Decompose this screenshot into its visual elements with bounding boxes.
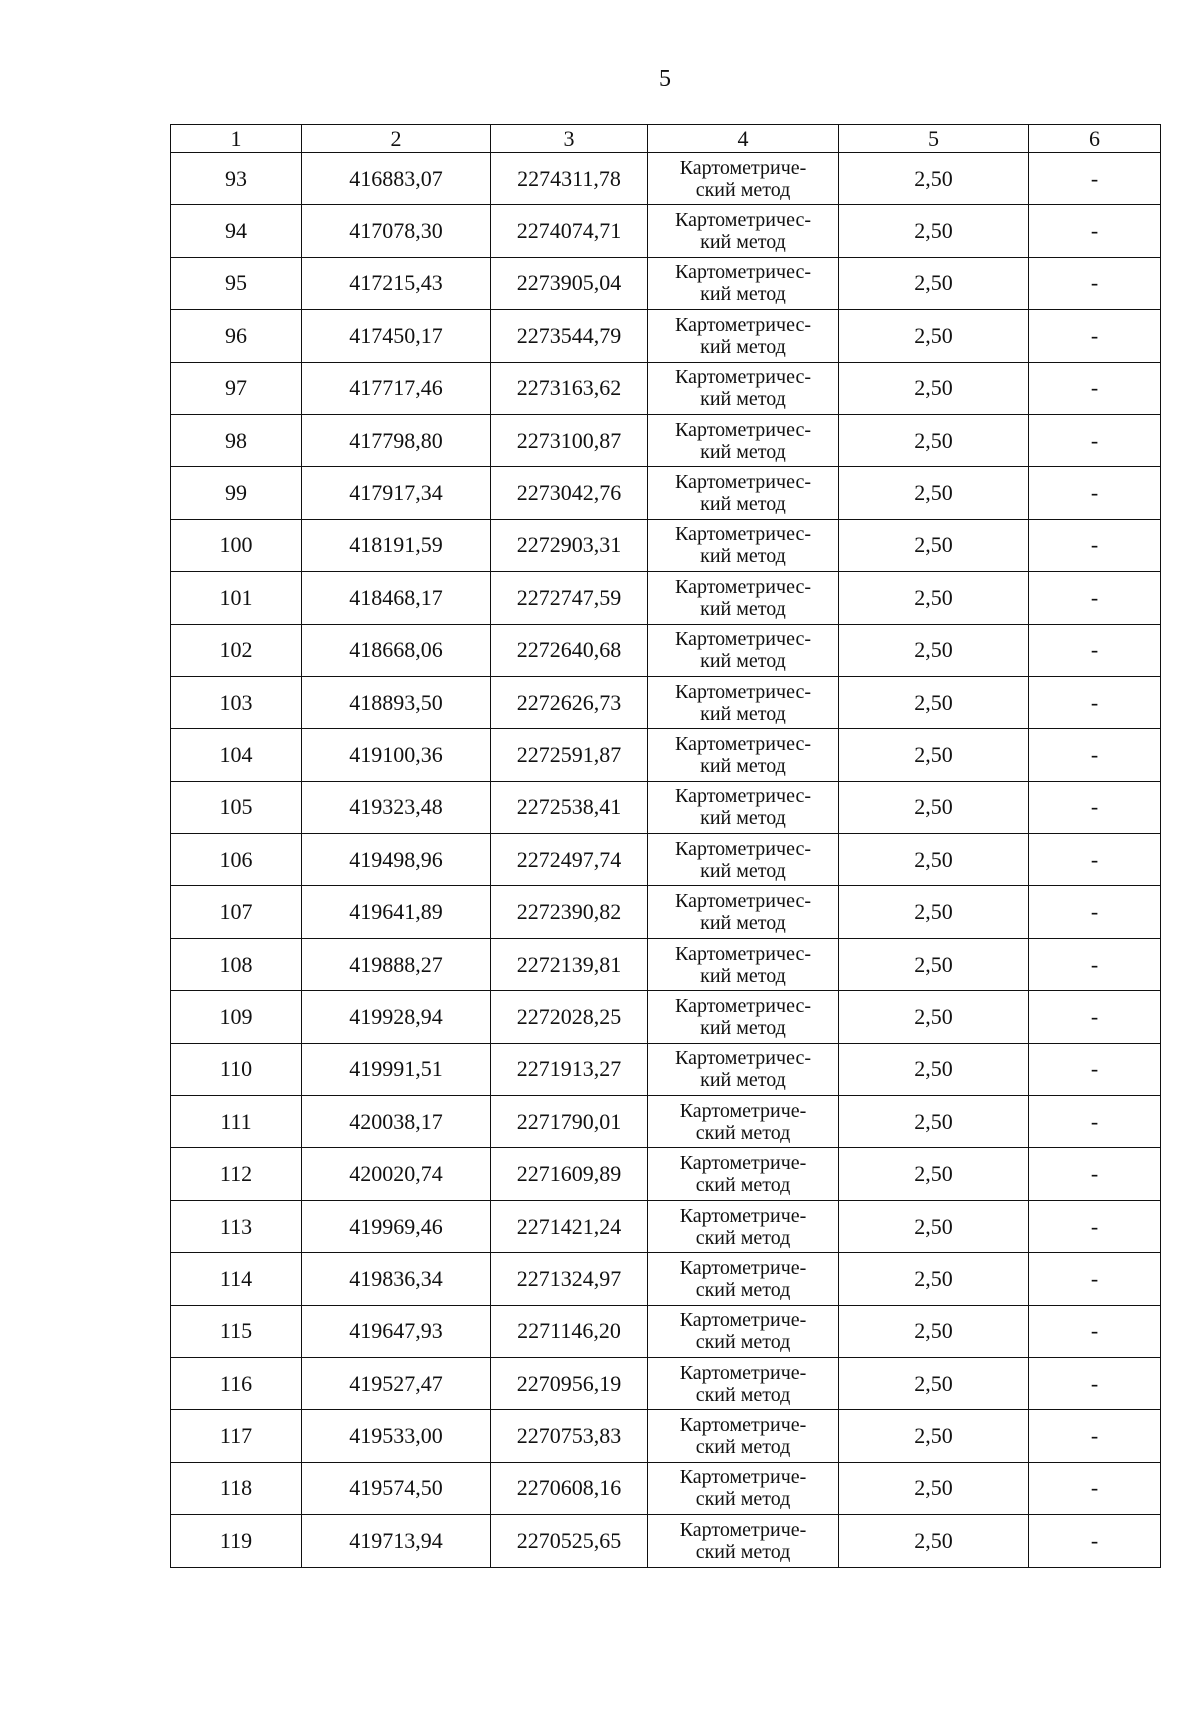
method-line: Картометричес- (675, 680, 811, 703)
column-header: 3 (491, 125, 648, 153)
point-number-cell: 119 (171, 1515, 302, 1567)
x-coordinate-cell: 418191,59 (302, 519, 491, 571)
point-number-cell: 99 (171, 467, 302, 519)
method-line: ский метод (695, 1383, 791, 1406)
method-line: кий метод (700, 597, 786, 620)
y-coordinate-cell: 2274074,71 (491, 205, 648, 257)
note-cell: - (1029, 467, 1161, 519)
method-line: Картометриче- (679, 1414, 807, 1437)
y-coordinate-cell: 2272640,68 (491, 624, 648, 676)
x-coordinate-cell: 419991,51 (302, 1043, 491, 1095)
method-line: Картометричес- (675, 313, 811, 336)
y-coordinate-cell: 2271146,20 (491, 1305, 648, 1357)
method-cell (648, 886, 839, 938)
method-line: ский метод (695, 1174, 791, 1197)
y-coordinate-cell: 2272903,31 (491, 519, 648, 571)
point-number-cell: 104 (171, 729, 302, 781)
note-cell: - (1029, 834, 1161, 886)
method-line: Картометричес- (675, 732, 811, 755)
method-line: Картометричес- (675, 994, 811, 1017)
y-coordinate-cell: 2272390,82 (491, 886, 648, 938)
accuracy-cell: 2,50 (839, 572, 1029, 624)
method-line: ский метод (695, 1436, 791, 1459)
note-cell: - (1029, 781, 1161, 833)
table-row (171, 1515, 1161, 1567)
table-row (171, 467, 1161, 519)
method-line: Картометричес- (675, 471, 811, 494)
note-cell: - (1029, 362, 1161, 414)
table-row (171, 624, 1161, 676)
point-number-cell: 113 (171, 1200, 302, 1252)
note-cell: - (1029, 624, 1161, 676)
column-header: 1 (171, 125, 302, 153)
y-coordinate-cell: 2270956,19 (491, 1357, 648, 1409)
note-cell: - (1029, 1096, 1161, 1148)
table-row (171, 1200, 1161, 1252)
x-coordinate-cell: 419969,46 (302, 1200, 491, 1252)
accuracy-cell: 2,50 (839, 1357, 1029, 1409)
method-line: Картометричес- (675, 837, 811, 860)
column-header: 5 (839, 125, 1029, 153)
point-number-cell: 102 (171, 624, 302, 676)
method-cell (648, 1096, 839, 1148)
note-cell: - (1029, 1253, 1161, 1305)
x-coordinate-cell: 417917,34 (302, 467, 491, 519)
note-cell: - (1029, 1357, 1161, 1409)
note-cell: - (1029, 1410, 1161, 1462)
table-body (171, 153, 1161, 1568)
table-row (171, 205, 1161, 257)
accuracy-cell: 2,50 (839, 205, 1029, 257)
point-number-cell: 117 (171, 1410, 302, 1462)
accuracy-cell: 2,50 (839, 1410, 1029, 1462)
y-coordinate-cell: 2271421,24 (491, 1200, 648, 1252)
method-line: кий метод (700, 335, 786, 358)
method-line: Картометричес- (675, 366, 811, 389)
point-number-cell: 97 (171, 362, 302, 414)
method-line: ский метод (695, 1278, 791, 1301)
accuracy-cell: 2,50 (839, 1253, 1029, 1305)
method-cell (648, 362, 839, 414)
method-cell (648, 834, 839, 886)
y-coordinate-cell: 2270525,65 (491, 1515, 648, 1567)
x-coordinate-cell: 419574,50 (302, 1462, 491, 1514)
method-cell (648, 153, 839, 205)
method-cell (648, 1200, 839, 1252)
note-cell: - (1029, 205, 1161, 257)
method-cell (648, 729, 839, 781)
x-coordinate-cell: 417717,46 (302, 362, 491, 414)
method-line: Картометричес- (675, 1047, 811, 1070)
x-coordinate-cell: 416883,07 (302, 153, 491, 205)
method-cell (648, 991, 839, 1043)
point-number-cell: 110 (171, 1043, 302, 1095)
y-coordinate-cell: 2273042,76 (491, 467, 648, 519)
y-coordinate-cell: 2272538,41 (491, 781, 648, 833)
accuracy-cell: 2,50 (839, 1305, 1029, 1357)
column-header: 6 (1029, 125, 1161, 153)
method-line: кий метод (700, 231, 786, 254)
method-line: Картометричес- (675, 523, 811, 546)
note-cell: - (1029, 1305, 1161, 1357)
method-line: Картометриче- (679, 1309, 807, 1332)
table-row (171, 1462, 1161, 1514)
accuracy-cell: 2,50 (839, 676, 1029, 728)
method-cell (648, 676, 839, 728)
accuracy-cell: 2,50 (839, 624, 1029, 676)
method-line: Картометриче- (679, 1204, 807, 1227)
point-number-cell: 111 (171, 1096, 302, 1148)
accuracy-cell: 2,50 (839, 1515, 1029, 1567)
method-line: кий метод (700, 807, 786, 830)
method-line: Картометричес- (675, 261, 811, 284)
method-cell (648, 1462, 839, 1514)
table-row (171, 938, 1161, 990)
note-cell: - (1029, 729, 1161, 781)
column-header: 2 (302, 125, 491, 153)
y-coordinate-cell: 2271913,27 (491, 1043, 648, 1095)
point-number-cell: 106 (171, 834, 302, 886)
note-cell: - (1029, 938, 1161, 990)
x-coordinate-cell: 420038,17 (302, 1096, 491, 1148)
method-line: кий метод (700, 283, 786, 306)
method-cell (648, 572, 839, 624)
note-cell: - (1029, 1515, 1161, 1567)
table-row (171, 414, 1161, 466)
note-cell: - (1029, 991, 1161, 1043)
x-coordinate-cell: 420020,74 (302, 1148, 491, 1200)
accuracy-cell: 2,50 (839, 1043, 1029, 1095)
method-cell (648, 310, 839, 362)
accuracy-cell: 2,50 (839, 834, 1029, 886)
accuracy-cell: 2,50 (839, 1096, 1029, 1148)
note-cell: - (1029, 1148, 1161, 1200)
accuracy-cell: 2,50 (839, 1462, 1029, 1514)
method-cell (648, 624, 839, 676)
method-cell (648, 1043, 839, 1095)
method-cell (648, 1148, 839, 1200)
point-number-cell: 116 (171, 1357, 302, 1409)
y-coordinate-cell: 2272497,74 (491, 834, 648, 886)
method-cell (648, 1357, 839, 1409)
method-line: кий метод (700, 440, 786, 463)
table-row (171, 362, 1161, 414)
note-cell: - (1029, 1200, 1161, 1252)
table-row (171, 729, 1161, 781)
accuracy-cell: 2,50 (839, 310, 1029, 362)
method-cell (648, 257, 839, 309)
method-line: Картометриче- (679, 1152, 807, 1175)
point-number-cell: 105 (171, 781, 302, 833)
y-coordinate-cell: 2273163,62 (491, 362, 648, 414)
table-row (171, 676, 1161, 728)
accuracy-cell: 2,50 (839, 1148, 1029, 1200)
x-coordinate-cell: 419100,36 (302, 729, 491, 781)
point-number-cell: 100 (171, 519, 302, 571)
accuracy-cell: 2,50 (839, 362, 1029, 414)
table-row (171, 519, 1161, 571)
accuracy-cell: 2,50 (839, 414, 1029, 466)
y-coordinate-cell: 2271324,97 (491, 1253, 648, 1305)
point-number-cell: 93 (171, 153, 302, 205)
note-cell: - (1029, 1462, 1161, 1514)
column-header: 4 (648, 125, 839, 153)
table-row (171, 1148, 1161, 1200)
x-coordinate-cell: 419498,96 (302, 834, 491, 886)
table-row (171, 1357, 1161, 1409)
method-line: ский метод (695, 1540, 791, 1563)
y-coordinate-cell: 2271790,01 (491, 1096, 648, 1148)
accuracy-cell: 2,50 (839, 781, 1029, 833)
accuracy-cell: 2,50 (839, 153, 1029, 205)
point-number-cell: 115 (171, 1305, 302, 1357)
x-coordinate-cell: 418668,06 (302, 624, 491, 676)
y-coordinate-cell: 2273100,87 (491, 414, 648, 466)
point-number-cell: 118 (171, 1462, 302, 1514)
y-coordinate-cell: 2272028,25 (491, 991, 648, 1043)
method-line: кий метод (700, 1069, 786, 1092)
x-coordinate-cell: 419836,34 (302, 1253, 491, 1305)
method-line: Картометричес- (675, 942, 811, 965)
method-line: Картометриче- (679, 1466, 807, 1489)
accuracy-cell: 2,50 (839, 467, 1029, 519)
method-line: Картометричес- (675, 628, 811, 651)
table-header-row (171, 125, 1161, 153)
method-line: Картометричес- (675, 575, 811, 598)
method-line: Картометричес- (675, 418, 811, 441)
accuracy-cell: 2,50 (839, 886, 1029, 938)
x-coordinate-cell: 419641,89 (302, 886, 491, 938)
x-coordinate-cell: 419888,27 (302, 938, 491, 990)
table-row (171, 1410, 1161, 1462)
x-coordinate-cell: 419928,94 (302, 991, 491, 1043)
point-number-cell: 94 (171, 205, 302, 257)
x-coordinate-cell: 417450,17 (302, 310, 491, 362)
method-line: кий метод (700, 493, 786, 516)
method-line: ский метод (695, 1121, 791, 1144)
x-coordinate-cell: 418468,17 (302, 572, 491, 624)
note-cell: - (1029, 257, 1161, 309)
x-coordinate-cell: 417798,80 (302, 414, 491, 466)
note-cell: - (1029, 572, 1161, 624)
method-line: ский метод (695, 1331, 791, 1354)
point-number-cell: 96 (171, 310, 302, 362)
method-line: кий метод (700, 1016, 786, 1039)
accuracy-cell: 2,50 (839, 1200, 1029, 1252)
y-coordinate-cell: 2274311,78 (491, 153, 648, 205)
method-cell (648, 938, 839, 990)
table-row (171, 1043, 1161, 1095)
x-coordinate-cell: 419533,00 (302, 1410, 491, 1462)
y-coordinate-cell: 2273905,04 (491, 257, 648, 309)
method-cell (648, 1515, 839, 1567)
table-row (171, 572, 1161, 624)
table-row (171, 991, 1161, 1043)
method-cell (648, 519, 839, 571)
accuracy-cell: 2,50 (839, 519, 1029, 571)
x-coordinate-cell: 418893,50 (302, 676, 491, 728)
point-number-cell: 112 (171, 1148, 302, 1200)
method-line: Картометричес- (675, 209, 811, 232)
table-row (171, 1305, 1161, 1357)
method-cell (648, 467, 839, 519)
table-row (171, 1253, 1161, 1305)
method-cell (648, 781, 839, 833)
note-cell: - (1029, 310, 1161, 362)
method-line: Картометричес- (675, 890, 811, 913)
table-row (171, 310, 1161, 362)
note-cell: - (1029, 153, 1161, 205)
note-cell: - (1029, 519, 1161, 571)
method-line: ский метод (695, 1488, 791, 1511)
method-cell (648, 205, 839, 257)
accuracy-cell: 2,50 (839, 991, 1029, 1043)
table-row (171, 781, 1161, 833)
method-line: ский метод (695, 1226, 791, 1249)
x-coordinate-cell: 419647,93 (302, 1305, 491, 1357)
y-coordinate-cell: 2270608,16 (491, 1462, 648, 1514)
y-coordinate-cell: 2273544,79 (491, 310, 648, 362)
table-row (171, 257, 1161, 309)
y-coordinate-cell: 2271609,89 (491, 1148, 648, 1200)
point-number-cell: 108 (171, 938, 302, 990)
point-number-cell: 101 (171, 572, 302, 624)
method-line: кий метод (700, 702, 786, 725)
method-line: Картометриче- (679, 1256, 807, 1279)
point-number-cell: 109 (171, 991, 302, 1043)
y-coordinate-cell: 2270753,83 (491, 1410, 648, 1462)
table-row (171, 1096, 1161, 1148)
note-cell: - (1029, 676, 1161, 728)
method-line: ский метод (695, 178, 791, 201)
point-number-cell: 98 (171, 414, 302, 466)
method-line: кий метод (700, 650, 786, 673)
note-cell: - (1029, 414, 1161, 466)
point-number-cell: 103 (171, 676, 302, 728)
note-cell: - (1029, 1043, 1161, 1095)
method-line: Картометриче- (679, 1099, 807, 1122)
table-row (171, 886, 1161, 938)
point-number-cell: 114 (171, 1253, 302, 1305)
point-number-cell: 95 (171, 257, 302, 309)
method-line: кий метод (700, 964, 786, 987)
method-line: кий метод (700, 859, 786, 882)
coordinates-table (170, 124, 1161, 1568)
page-number: 5 (659, 66, 671, 92)
x-coordinate-cell: 419323,48 (302, 781, 491, 833)
y-coordinate-cell: 2272139,81 (491, 938, 648, 990)
method-line: Картометриче- (679, 1518, 807, 1541)
method-line: Картометриче- (679, 1361, 807, 1384)
method-cell (648, 1305, 839, 1357)
method-line: Картометриче- (679, 156, 807, 179)
x-coordinate-cell: 419527,47 (302, 1357, 491, 1409)
accuracy-cell: 2,50 (839, 729, 1029, 781)
method-cell (648, 1253, 839, 1305)
method-cell (648, 1410, 839, 1462)
method-line: кий метод (700, 912, 786, 935)
method-line: кий метод (700, 754, 786, 777)
accuracy-cell: 2,50 (839, 938, 1029, 990)
y-coordinate-cell: 2272747,59 (491, 572, 648, 624)
x-coordinate-cell: 419713,94 (302, 1515, 491, 1567)
table-row (171, 834, 1161, 886)
table-row (171, 153, 1161, 205)
x-coordinate-cell: 417215,43 (302, 257, 491, 309)
method-line: кий метод (700, 388, 786, 411)
note-cell: - (1029, 886, 1161, 938)
method-cell (648, 414, 839, 466)
method-line: Картометричес- (675, 785, 811, 808)
y-coordinate-cell: 2272626,73 (491, 676, 648, 728)
x-coordinate-cell: 417078,30 (302, 205, 491, 257)
accuracy-cell: 2,50 (839, 257, 1029, 309)
method-line: кий метод (700, 545, 786, 568)
y-coordinate-cell: 2272591,87 (491, 729, 648, 781)
point-number-cell: 107 (171, 886, 302, 938)
